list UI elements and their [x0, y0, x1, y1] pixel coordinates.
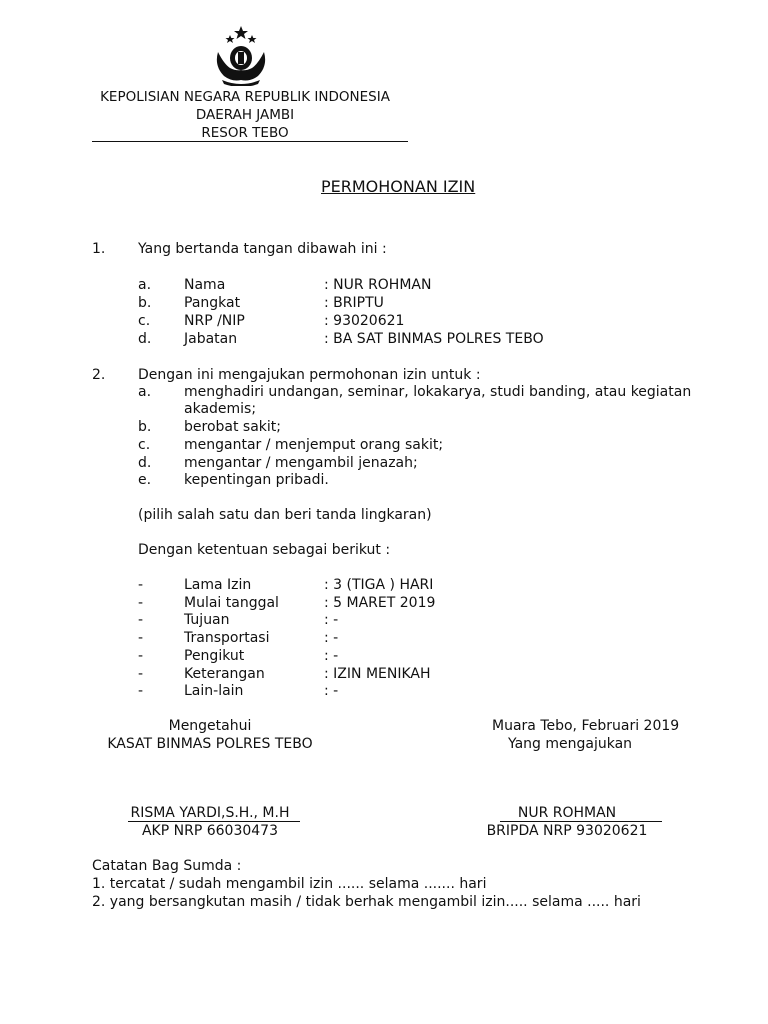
police-emblem-icon	[212, 24, 270, 86]
field-letter: c.	[138, 313, 151, 329]
term-label: Lama Izin	[184, 577, 252, 593]
unit-name: RESOR TEBO	[201, 125, 289, 141]
term-value: : -	[324, 630, 339, 646]
term-dash: -	[138, 630, 144, 646]
option-a	[92, 383, 712, 401]
term-label: Transportasi	[184, 630, 270, 646]
option-b	[92, 418, 712, 436]
term-dash: -	[138, 683, 144, 699]
term-row-keterangan	[92, 665, 712, 683]
term-dash: -	[138, 666, 144, 682]
term-value: : -	[324, 683, 339, 699]
option-text: kepentingan pribadi.	[184, 472, 329, 488]
section-intro-text: Yang bertanda tangan dibawah ini :	[138, 241, 387, 257]
left-signature-heading: Mengetahui	[168, 718, 252, 734]
term-label: Tujuan	[184, 612, 230, 628]
place-date: Muara Tebo, Februari 2019	[492, 718, 680, 734]
left-signatory-name: RISMA YARDI,S.H., M.H	[130, 805, 290, 821]
term-label: Pengikut	[184, 648, 245, 664]
left-signatory-id: AKP NRP 66030473	[141, 823, 278, 839]
term-value: : 3 (TIGA ) HARI	[324, 577, 434, 593]
option-text: berobat sakit;	[184, 419, 281, 435]
term-label: Keterangan	[184, 666, 265, 682]
term-row-lain-lain	[92, 682, 712, 700]
left-signature-line	[128, 821, 300, 822]
field-row-nrp	[92, 312, 712, 330]
field-value: : BRIPTU	[324, 295, 384, 311]
term-row-tujuan	[92, 611, 712, 629]
term-row-lama-izin	[92, 576, 712, 594]
right-signatory-name: NUR ROHMAN	[517, 805, 617, 821]
region-name: DAERAH JAMBI	[195, 107, 295, 123]
term-value: : -	[324, 612, 339, 628]
section-intro-text: Dengan ini mengajukan permohonan izin untuk :	[138, 367, 481, 383]
notes-title: Catatan Bag Sumda :	[92, 858, 242, 874]
field-letter: d.	[138, 331, 152, 347]
field-row-nama	[92, 276, 712, 294]
document-title: PERMOHONAN IZIN	[321, 177, 476, 196]
field-label: Jabatan	[184, 331, 238, 347]
term-dash: -	[138, 648, 144, 664]
field-letter: b.	[138, 295, 152, 311]
option-e	[92, 471, 712, 489]
term-row-pengikut	[92, 647, 712, 665]
notes-line-2: 2. yang bersangkutan masih / tidak berhak mengambil izin..... selama ..... hari	[92, 894, 641, 910]
term-dash: -	[138, 595, 144, 611]
option-text: mengantar / mengambil jenazah;	[184, 455, 418, 471]
term-value: : -	[324, 648, 339, 664]
header-divider	[92, 141, 408, 142]
section-1-intro	[92, 240, 712, 258]
option-letter: a.	[138, 384, 152, 400]
institution-name: KEPOLISIAN NEGARA REPUBLIK INDONESIA	[100, 89, 390, 105]
term-dash: -	[138, 612, 144, 628]
term-row-mulai-tanggal	[92, 594, 712, 612]
right-signatory-id: BRIPDA NRP 93020621	[486, 823, 648, 839]
notes-line-1: 1. tercatat / sudah mengambil izin ...... selama ....... hari	[92, 876, 487, 892]
term-label: Lain-lain	[184, 683, 244, 699]
field-value: : BA SAT BINMAS POLRES TEBO	[324, 331, 544, 347]
field-label: NRP /NIP	[184, 313, 245, 329]
option-letter: e.	[138, 472, 152, 488]
right-signature-line	[500, 821, 662, 822]
option-d	[92, 454, 712, 472]
letterhead	[92, 88, 398, 142]
field-row-pangkat	[92, 294, 712, 312]
right-signature-role: Yang mengajukan	[507, 736, 633, 752]
option-text: akademis;	[184, 401, 257, 417]
field-value: : NUR ROHMAN	[324, 277, 432, 293]
section-number: 1.	[92, 241, 106, 257]
field-letter: a.	[138, 277, 152, 293]
section-2-intro	[92, 366, 712, 384]
selection-note: (pilih salah satu dan beri tanda lingkaran)	[138, 507, 432, 523]
option-c	[92, 436, 712, 454]
term-label: Mulai tanggal	[184, 595, 279, 611]
term-row-transportasi	[92, 629, 712, 647]
field-label: Pangkat	[184, 295, 241, 311]
field-label: Nama	[184, 277, 226, 293]
term-value: : 5 MARET 2019	[324, 595, 436, 611]
option-letter: d.	[138, 455, 152, 471]
field-value: : 93020621	[324, 313, 405, 329]
option-letter: b.	[138, 419, 152, 435]
terms-intro: Dengan ketentuan sebagai berikut :	[138, 542, 391, 558]
option-text: mengantar / menjemput orang sakit;	[184, 437, 444, 453]
section-number: 2.	[92, 367, 106, 383]
option-a-continued	[92, 400, 712, 418]
option-letter: c.	[138, 437, 151, 453]
term-value: : IZIN MENIKAH	[324, 666, 431, 682]
field-row-jabatan	[92, 330, 712, 348]
term-dash: -	[138, 577, 144, 593]
left-signature-role: KASAT BINMAS POLRES TEBO	[107, 736, 313, 752]
option-text: menghadiri undangan, seminar, lokakarya, studi banding, atau kegiatan	[184, 384, 692, 400]
